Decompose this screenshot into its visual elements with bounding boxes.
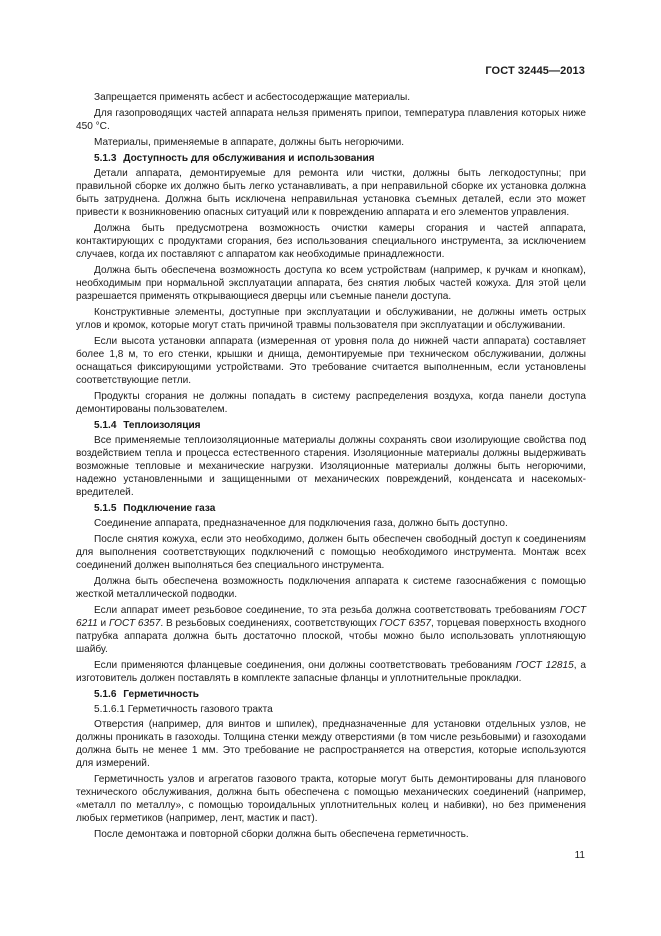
text-run: , торцевая поверхность входного патрубка аппарата должна быть достаточно плоской, чтобы можно было использовать уплотняющую шайбу. xyxy=(76,618,586,655)
paragraph: Должна быть обеспечена возможность доступа ко всем устройствам (например, к ручкам и кнопкам), необходимым при нормальной эксплуатации аппарата, без снятия любых частей кожуха. Для этой цели разрешается применять открывающиеся дверцы или съемные панели доступа. xyxy=(76,265,586,302)
text-run: Если применяются фланцевые соединения, они должны соответствовать требованиям xyxy=(94,660,516,671)
section-number: 5.1.4 xyxy=(94,420,117,431)
section-title: Герметичность xyxy=(123,689,199,700)
section-title: Подключение газа xyxy=(123,503,216,514)
section-title: Теплоизоляция xyxy=(123,420,201,431)
paragraph-thread-standards xyxy=(76,604,586,656)
section-title: Герметичность газового тракта xyxy=(127,704,273,715)
section-heading-5-1-4 xyxy=(76,419,586,432)
standard-reference: ГОСТ 12815 xyxy=(515,660,574,671)
document-id: ГОСТ 32445—2013 xyxy=(485,65,585,77)
section-number: 5.1.5 xyxy=(94,503,117,514)
paragraph: После демонтажа и повторной сборки должна быть обеспечена герметичность. xyxy=(94,829,469,840)
paragraph: Запрещается применять асбест и асбестосодержащие материалы. xyxy=(94,92,411,103)
section-number: 5.1.3 xyxy=(94,153,117,164)
paragraph: Отверстия (например, для винтов и шпилек), предназначенные для установки отдельных узлов, не должны проникать в газоходы. Толщина стенки между отверстиями (в том числе резьбовыми) и газоходами должна быть не менее 1 мм. Это требование не распространяется на отверстия, которые используются для измерений. xyxy=(76,719,586,769)
paragraph: Должна быть предусмотрена возможность очистки камеры сгорания и частей аппарата, контактирующих с продуктами сгорания, без использования специального инструмента, за исключением случаев, когда их поставляют с аппаратом как необходимые принадлежности. xyxy=(76,223,586,260)
subsection-heading-5-1-6-1 xyxy=(76,703,586,716)
paragraph: Все применяемые теплоизоляционные материалы должны сохранять свои изолирующие свойства под воздействием тепла и процесса естественного старения. Изоляционные материалы должны выдерживать возможные тепловые и механические нагрузки. Изоляционные материалы должны быть негорючими, надежно установленными и защищенными от механических повреждений, конденсата и насекомых-вредителей. xyxy=(76,435,586,498)
paragraph: Конструктивные элементы, доступные при эксплуатации и обслуживании, не должны иметь острых углов и кромок, которые могут стать причиной травмы пользователя при эксплуатации и обслуживании. xyxy=(76,307,586,331)
paragraph: Для газопроводящих частей аппарата нельзя применять припои, температура плавления которых ниже 450 °С. xyxy=(76,108,586,132)
document-body xyxy=(76,91,586,844)
section-title: Доступность для обслуживания и использования xyxy=(123,153,375,164)
section-number: 5.1.6.1 xyxy=(94,704,125,715)
paragraph: Материалы, применяемые в аппарате, должны быть негорючими. xyxy=(94,137,405,148)
section-number: 5.1.6 xyxy=(94,689,117,700)
paragraph: Если высота установки аппарата (измеренная от уровня пола до нижней части аппарата) составляет более 1,8 м, то его стенки, крышки и днища, демонтируемые при техническом обслуживании, должны оснащаться фиксирующими устройствами. Это требование считается выполненным, если установлены соответствующие петли. xyxy=(76,336,586,386)
text-run: . В резьбовых соединениях, соответствующих xyxy=(160,618,380,629)
section-heading-5-1-3 xyxy=(76,152,586,165)
standard-reference: ГОСТ 6211 xyxy=(76,605,586,629)
paragraph: После снятия кожуха, если это необходимо, должен быть обеспечен свободный доступ к соединениям для выполнения соответствующих подключений с помощью необходимого инструмента. Монтаж всех соединений должен выполняться без специального инструмента. xyxy=(76,534,586,571)
text-run: и xyxy=(97,618,109,629)
standard-reference: ГОСТ 6357 xyxy=(379,618,431,629)
paragraph-flange-standard xyxy=(76,659,586,685)
section-heading-5-1-5 xyxy=(76,502,586,515)
section-heading-5-1-6 xyxy=(76,688,586,701)
paragraph: Продукты сгорания не должны попадать в систему распределения воздуха, когда панели доступа демонтированы пользователем. xyxy=(76,391,586,415)
paragraph: Должна быть обеспечена возможность подключения аппарата к системе газоснабжения с помощью жесткой металлической подводки. xyxy=(76,576,586,600)
text-run: , а изготовитель должен поставлять в комплекте запасные фланцы и уплотнительные прокладки. xyxy=(76,660,587,684)
paragraph: Детали аппарата, демонтируемые для ремонта или чистки, должны быть легкодоступны; при правильной сборке их должно быть легко устанавливать, а при неправильной сборке их установка должна быть затруднена. Должна быть исключена неправильная установка съемных деталей, если это может привести к возникновению опасных ситуаций или к повреждению аппарата и его элементов управления. xyxy=(76,168,586,218)
paragraph: Соединение аппарата, предназначенное для подключения газа, должно быть доступно. xyxy=(94,518,508,529)
text-run: Если аппарат имеет резьбовое соединение, то эта резьба должна соответствовать требованиям xyxy=(94,605,560,616)
page-number: 11 xyxy=(574,850,585,861)
paragraph: Герметичность узлов и агрегатов газового тракта, которые могут быть демонтированы для планового технического обслуживания, должна быть обеспечена с помощью механических соединений (например, «металл по металлу», с помощью тороидальных уплотнительных колец и набивки), но без применения любых герметиков (например, лент, мастик и паст). xyxy=(76,774,586,824)
standard-reference: ГОСТ 6357 xyxy=(108,618,161,629)
